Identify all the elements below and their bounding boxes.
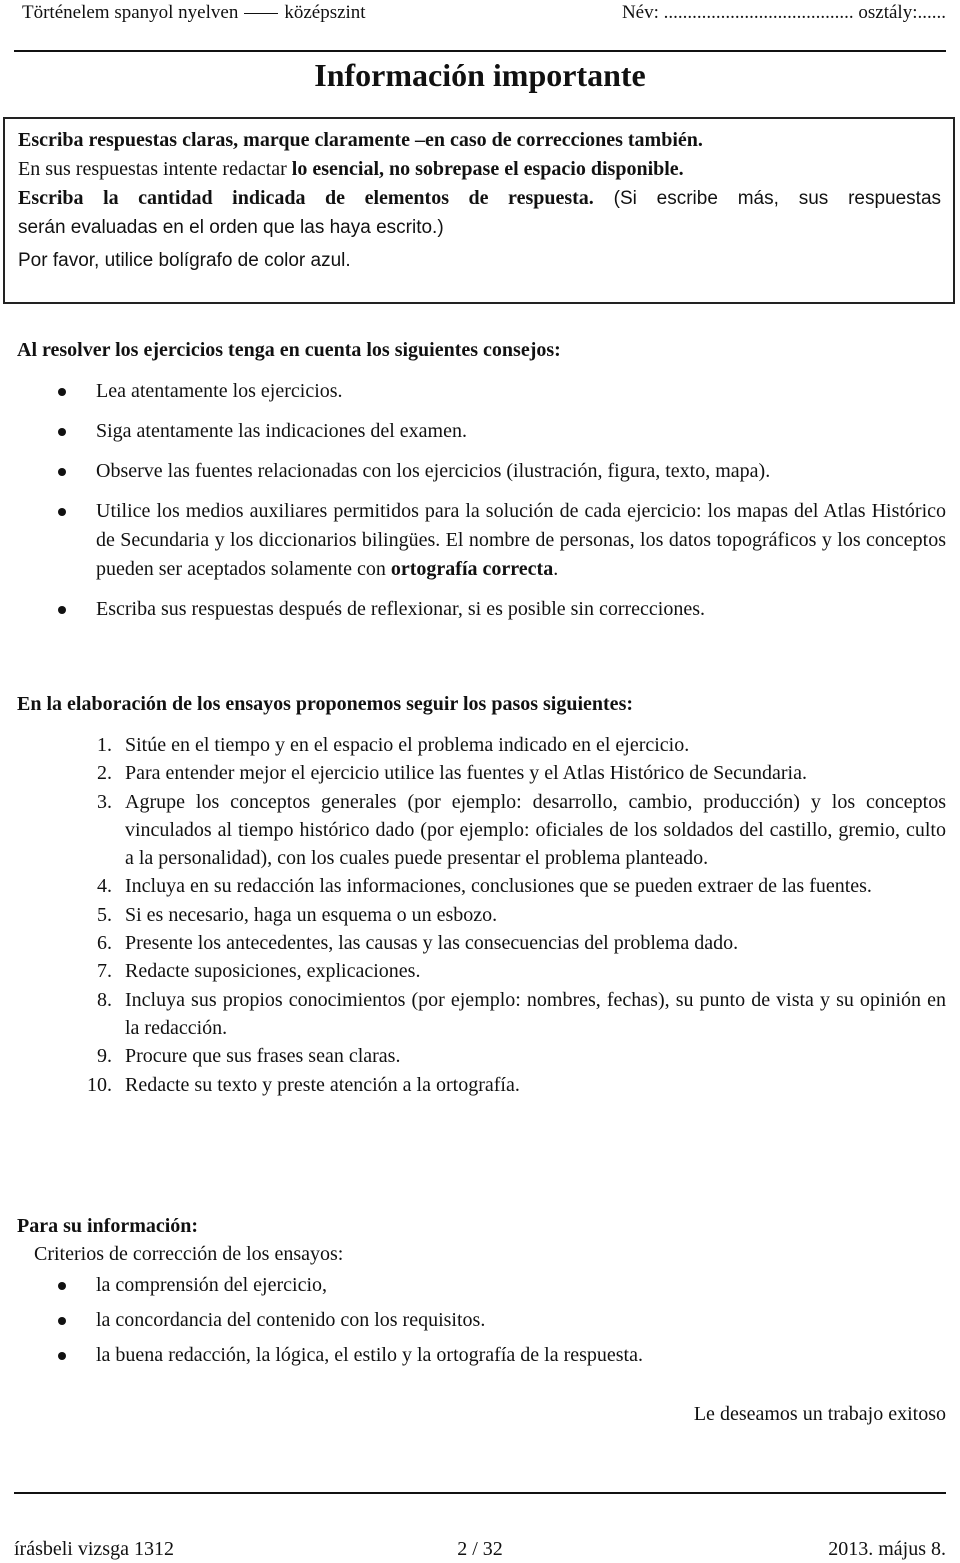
page-footer — [14, 1535, 946, 1563]
list-item — [0, 986, 946, 1043]
notice-line-1: Escriba respuestas claras, marque claramente –en caso de correcciones también. — [18, 129, 703, 151]
page-number: 2 / 32 — [457, 1538, 503, 1560]
notice-line-3-bold: Escriba la cantidad indicada de elementos de respuesta. — [18, 187, 594, 209]
info-heading: Para su información: — [17, 1215, 199, 1237]
bullet-icon — [58, 388, 66, 396]
bullet-icon — [58, 1352, 66, 1360]
notice-line-3-plain: (Si escribe más, sus respuestas — [593, 188, 942, 209]
notice-line-3 — [18, 184, 941, 213]
advice-heading: Al resolver los ejercicios tenga en cuenta los siguientes consejos: — [17, 339, 561, 361]
step-number: 4. — [97, 875, 112, 898]
bullet-icon — [58, 508, 66, 516]
step-number: 2. — [97, 762, 112, 785]
advice-list — [0, 377, 946, 624]
bullet-icon — [58, 428, 66, 436]
step-text: Agrupe los conceptos generales (por ejemplo: desarrollo, cambio, producción) y los conceptos vinculados al tiempo histórico dado (por ejemplo: oficiales de los soldados del castillo, gremio, culto a la personalidad), con los cuales puede presentar el problema planteado. — [125, 790, 946, 870]
step-text: Incluya en su redacción las informaciones, conclusiones que se pueden extraer de las fuentes. — [125, 875, 872, 898]
step-text: Redacte su texto y preste atención a la ortografía. — [125, 1073, 520, 1096]
list-item: Lea atentamente los ejercicios. — [0, 377, 946, 406]
list-item: Observe las fuentes relacionadas con los ejercicios (ilustración, figura, texto, mapa). — [0, 457, 946, 486]
notice-line-4: serán evaluadas en el orden que las haya escrito.) — [18, 217, 444, 238]
step-number: 9. — [97, 1045, 112, 1068]
info-subheading: Criterios de corrección de los ensayos: — [34, 1243, 344, 1265]
step-text: Si es necesario, haga un esquema o un esbozo. — [125, 903, 498, 926]
notice-line-5: Por favor, utilice bolígrafo de color azul. — [18, 250, 351, 271]
list-item — [0, 901, 946, 929]
step-number: 5. — [97, 903, 112, 926]
footer-exam-code: írásbeli vizsga 1312 — [14, 1538, 174, 1560]
footer-rule — [14, 1492, 946, 1494]
class-field: osztály:...... — [858, 2, 946, 23]
bullet-icon — [58, 468, 66, 476]
step-number: 8. — [97, 988, 112, 1011]
list-item — [0, 957, 946, 985]
bullet-icon — [58, 1282, 66, 1290]
list-item — [0, 1071, 946, 1099]
long-advice-end: . — [553, 558, 559, 580]
header-fields — [622, 0, 946, 26]
bullet-icon — [58, 606, 66, 614]
closing-text: Le deseamos un trabajo exitoso — [693, 1403, 946, 1425]
notice-line-2-bold: lo esencial, no sobrepase el espacio disponible. — [291, 158, 684, 180]
header-subject-text: Történelem spanyol nyelven — [22, 2, 239, 23]
step-number: 6. — [97, 932, 112, 955]
step-number: 3. — [97, 790, 112, 813]
step-text: Presente los antecedentes, las causas y las consecuencias del problema dado. — [125, 932, 739, 955]
long-advice-text — [96, 497, 946, 584]
header-dash — [244, 13, 278, 14]
step-text: Redacte suposiciones, explicaciones. — [125, 960, 421, 983]
step-number: 10. — [87, 1073, 112, 1096]
step-number: 7. — [97, 960, 112, 983]
step-text: Para entender mejor el ejercicio utilice las fuentes y el Atlas Histórico de Secundaria. — [125, 762, 807, 785]
essay-heading: En la elaboración de los ensayos proponemos seguir los pasos siguientes: — [17, 693, 634, 715]
notice-line-2-plain: En sus respuestas intente redactar — [18, 158, 292, 180]
long-advice-bold: ortografía correcta — [390, 558, 554, 580]
page-title: Información importante — [314, 57, 646, 93]
long-advice-plain: Utilice los medios auxiliares permitidos para la solución de cada ejercicio: los mapas del Atlas Histórico de Secundaria y los diccionarios bilingües. El nombre de personas, los datos topográficos y los conceptos pueden ser aceptados solamente con — [96, 500, 946, 580]
list-item — [0, 497, 946, 584]
header-level: középszint — [284, 2, 366, 23]
header-subject — [22, 0, 366, 26]
step-text: Sitúe en el tiempo y en el espacio el problema indicado en el ejercicio. — [125, 734, 690, 756]
list-item: la buena redacción, la lógica, el estilo y la ortografía de la respuesta. — [0, 1341, 946, 1370]
list-item: la concordancia del contenido con los requisitos. — [0, 1306, 946, 1335]
list-item: Siga atentamente las indicaciones del examen. — [0, 417, 946, 446]
step-number: 1. — [97, 734, 112, 756]
list-item — [0, 1042, 946, 1070]
list-item — [0, 759, 946, 787]
name-field: Név: ........................................ — [621, 2, 854, 23]
footer-date: 2013. május 8. — [828, 1538, 946, 1560]
bullet-icon — [58, 1317, 66, 1325]
step-text: Procure que sus frases sean claras. — [125, 1045, 401, 1068]
page-header — [12, 0, 946, 30]
criteria-list — [0, 1271, 946, 1370]
list-item — [0, 731, 946, 759]
notice-box — [3, 117, 955, 304]
list-item — [0, 788, 946, 873]
list-item — [0, 929, 946, 957]
essay-steps — [0, 731, 946, 1099]
notice-line-2 — [18, 155, 941, 184]
list-item: la comprensión del ejercicio, — [0, 1271, 946, 1300]
list-item: Escriba sus respuestas después de reflexionar, si es posible sin correcciones. — [0, 595, 946, 624]
step-text: Incluya sus propios conocimientos (por ejemplo: nombres, fechas), su punto de vista y su opinión en la redacción. — [125, 988, 946, 1039]
list-item — [0, 872, 946, 900]
